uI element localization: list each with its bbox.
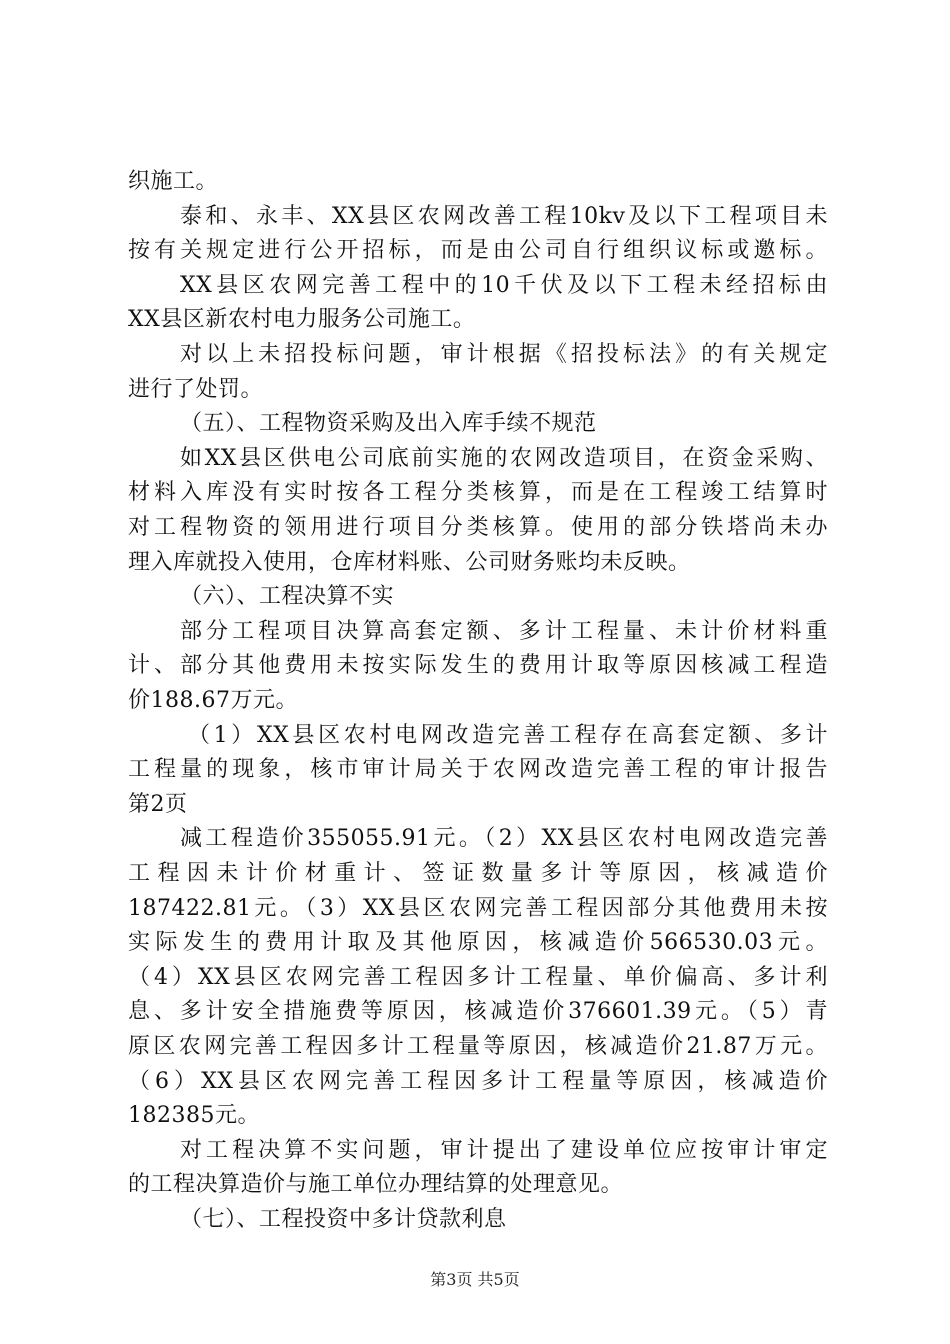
body-line: 对工程物资的领用进行项目分类核算。使用的部分铁塔尚未办 (128, 515, 828, 540)
body-line: 部分工程项目决算高套定额、多计工程量、未计价材料重 (180, 619, 828, 644)
body-line: 理入库就投入使用，仓库材料账、公司财务账均未反映。 (128, 550, 691, 575)
section-heading: （五）、工程物资采购及出入库手续不规范 (180, 411, 597, 436)
body-line: 进行了处罚。 (128, 377, 264, 402)
body-line: 实际发生的费用计取及其他原因，核减造价566530.03元。 (128, 930, 828, 955)
page-footer: 第3页 共5页 (430, 1270, 520, 1289)
body-line: 187422.81元。（3）XX县区农网完善工程因部分其他费用未按 (128, 896, 828, 921)
body-line: （1）XX县区农村电网改造完善工程存在高套定额、多计 (188, 723, 828, 748)
body-line: 息、多计安全措施费等原因，核减造价376601.39元。（5）青 (128, 999, 828, 1024)
body-line: 价188.67万元。 (128, 688, 298, 713)
body-line: 材料入库没有实时按各工程分类核算，而是在工程竣工结算时 (128, 480, 828, 505)
body-line: 减工程造价355055.91元。（2）XX县区农村电网改造完善 (180, 826, 828, 851)
body-line: 如XX县区供电公司底前实施的农网改造项目，在资金采购、 (180, 446, 828, 471)
page-marker: 第2页 (128, 792, 188, 817)
body-line: XX县区新农村电力服务公司施工。 (128, 307, 476, 332)
body-line: 182385元。 (128, 1103, 260, 1128)
body-line: （4）XX县区农网完善工程因多计工程量、单价偏高、多计利 (128, 965, 828, 990)
body-line: XX县区农网完善工程中的10千伏及以下工程未经招标由 (180, 273, 828, 298)
body-line: 工程因未计价材重计、签证数量多计等原因，核减造价 (128, 861, 828, 886)
body-line: 原区农网完善工程因多计工程量等原因，核减造价21.87万元。 (128, 1034, 828, 1059)
body-line: 按有关规定进行公开招标，而是由公司自行组织议标或邀标。 (128, 238, 828, 263)
body-line: 对以上未招投标问题，审计根据《招投标法》的有关规定 (180, 342, 828, 367)
body-line: 织施工。 (128, 169, 219, 194)
section-heading: （六）、工程决算不实 (180, 584, 395, 609)
body-line: 工程量的现象，核市审计局关于农网改造完善工程的审计报告 (128, 757, 828, 782)
body-line: 的工程决算造价与施工单位办理结算的处理意见。 (128, 1172, 624, 1197)
body-line: 泰和、永丰、XX县区农网改善工程10kv及以下工程项目未 (180, 204, 828, 229)
section-heading: （七）、工程投资中多计贷款利息 (180, 1207, 507, 1232)
body-line: 对工程决算不实问题，审计提出了建设单位应按审计审定 (180, 1138, 828, 1163)
body-line: 计、部分其他费用未按实际发生的费用计取等原因核减工程造 (128, 653, 828, 678)
body-line: （6）XX县区农网完善工程因多计工程量等原因，核减造价 (128, 1069, 828, 1094)
